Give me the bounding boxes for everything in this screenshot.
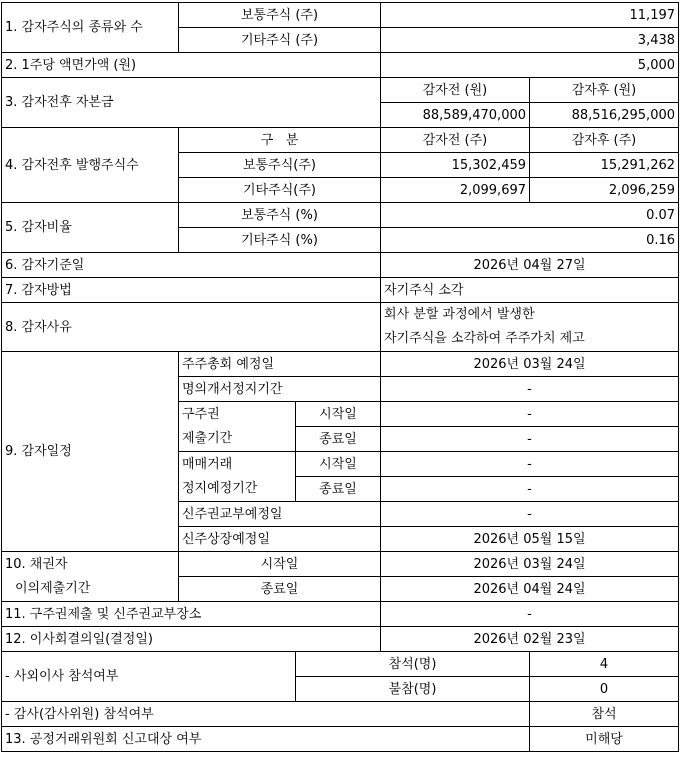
row-label-record-date: 6. 감자기준일 <box>2 253 381 278</box>
record-date-value: 2026년 04월 27일 <box>381 253 679 278</box>
delivery-date-value: - <box>381 502 679 527</box>
row-label-auditor: - 감사(감사위원) 참석여부 <box>2 702 530 727</box>
row-label-reason: 8. 감자사유 <box>2 303 381 352</box>
table-row <box>2 627 679 652</box>
table-row <box>2 702 679 727</box>
row-label-issued-shares: 4. 감자전후 발행주식수 <box>2 128 179 203</box>
table-row <box>2 602 679 627</box>
reason-value <box>381 303 679 352</box>
common-shares-value: 11,197 <box>381 3 679 28</box>
outside-absent-value: 0 <box>530 677 679 702</box>
reason-line-1: 회사 분할 과정에서 발생한 <box>384 307 535 322</box>
table-row <box>2 552 679 577</box>
row-label-schedule: 9. 감자일정 <box>2 352 179 552</box>
trade-suspension-label <box>179 452 296 502</box>
ratio-common-value: 0.07 <box>381 203 679 228</box>
objection-start-value: 2026년 03월 24일 <box>381 552 679 577</box>
cert-end-value: - <box>381 427 679 452</box>
delivery-place-value: - <box>381 602 679 627</box>
board-resolution-value: 2026년 02월 23일 <box>381 627 679 652</box>
ratio-common-label: 보통주식 (%) <box>179 203 381 228</box>
creditor-label-line-2: 이의제출기간 <box>15 580 91 596</box>
reason-line-2: 자기주식을 소각하여 주주가치 제고 <box>384 331 585 346</box>
objection-end-value: 2026년 04월 24일 <box>381 577 679 602</box>
capital-after-header: 감자후 (원) <box>530 78 679 103</box>
common-shares-label: 보통주식 (주) <box>179 3 381 28</box>
cert-start-value: - <box>381 402 679 427</box>
other-shares-value: 3,438 <box>381 28 679 53</box>
method-value: 자기주식 소각 <box>381 278 679 303</box>
table-row <box>2 278 679 303</box>
cert-start-label: 시작일 <box>296 402 381 427</box>
table-row <box>2 78 679 103</box>
table-row <box>2 727 679 752</box>
issued-common-before: 15,302,459 <box>381 153 530 178</box>
issued-other-label: 기타주식(주) <box>179 178 381 203</box>
issued-other-before: 2,099,697 <box>381 178 530 203</box>
row-label-board-resolution: 12. 이사회결의일(결정일) <box>2 627 381 652</box>
other-shares-label: 기타주식 (주) <box>179 28 381 53</box>
row-label-reduction-ratio: 5. 감자비율 <box>2 203 179 253</box>
trade-label-line-2: 정지예정기간 <box>182 480 258 496</box>
issued-common-label: 보통주식(주) <box>179 153 381 178</box>
table-row <box>2 303 679 352</box>
trade-start-label: 시작일 <box>296 452 381 477</box>
ratio-other-label: 기타주식 (%) <box>179 228 381 253</box>
cert-label-line-1: 구주권 <box>182 406 220 422</box>
table-row <box>2 53 679 78</box>
trade-start-value: - <box>381 452 679 477</box>
capital-reduction-table <box>1 2 679 752</box>
listing-date-label: 신주상장예정일 <box>179 527 381 552</box>
meeting-date-value: 2026년 03월 24일 <box>381 352 679 377</box>
category-header: 구 분 <box>179 128 381 153</box>
trade-end-label: 종료일 <box>296 477 381 502</box>
outside-present-value: 4 <box>530 652 679 677</box>
issued-common-after: 15,291,262 <box>530 153 679 178</box>
cert-label-line-2: 제출기간 <box>182 430 233 446</box>
row-label-ftc-report: 13. 공정거래위원회 신고대상 여부 <box>2 727 530 752</box>
delivery-date-label: 신주권교부예정일 <box>179 502 381 527</box>
creditor-label-line-1: 10. 채권자 <box>5 556 68 572</box>
row-label-method: 7. 감자방법 <box>2 278 381 303</box>
row-label-capital: 3. 감자전후 자본금 <box>2 78 381 128</box>
capital-before-header: 감자전 (원) <box>381 78 530 103</box>
register-suspension-value: - <box>381 377 679 402</box>
ftc-report-value: 미해당 <box>530 727 679 752</box>
table-row <box>2 652 679 677</box>
table-row <box>2 3 679 28</box>
cert-end-label: 종료일 <box>296 427 381 452</box>
objection-end-label: 종료일 <box>179 577 381 602</box>
issued-before-header: 감자전 (주) <box>381 128 530 153</box>
table-row <box>2 203 679 228</box>
auditor-value: 참석 <box>530 702 679 727</box>
cert-submission-label <box>179 402 296 452</box>
listing-date-value: 2026년 05월 15일 <box>381 527 679 552</box>
row-label-reduction-shares: 1. 감자주식의 종류와 수 <box>2 3 179 53</box>
trade-label-line-1: 매매거래 <box>182 456 233 472</box>
ratio-other-value: 0.16 <box>381 228 679 253</box>
capital-before-value: 88,589,470,000 <box>381 103 530 128</box>
row-label-par-value: 2. 1주당 액면가액 (원) <box>2 53 381 78</box>
trade-end-value: - <box>381 477 679 502</box>
table-row <box>2 253 679 278</box>
outside-present-label: 참석(명) <box>296 652 530 677</box>
capital-after-value: 88,516,295,000 <box>530 103 679 128</box>
par-value: 5,000 <box>381 53 679 78</box>
objection-start-label: 시작일 <box>179 552 381 577</box>
register-suspension-label: 명의개서정지기간 <box>179 377 381 402</box>
outside-absent-label: 불참(명) <box>296 677 530 702</box>
row-label-creditor-objection <box>2 552 179 602</box>
row-label-delivery-place: 11. 구주권제출 및 신주권교부장소 <box>2 602 381 627</box>
issued-after-header: 감자후 (주) <box>530 128 679 153</box>
row-label-outside-directors: - 사외이사 참석여부 <box>2 652 296 702</box>
issued-other-after: 2,096,259 <box>530 178 679 203</box>
table-row <box>2 128 679 153</box>
meeting-date-label: 주주총회 예정일 <box>179 352 381 377</box>
table-row <box>2 352 679 377</box>
